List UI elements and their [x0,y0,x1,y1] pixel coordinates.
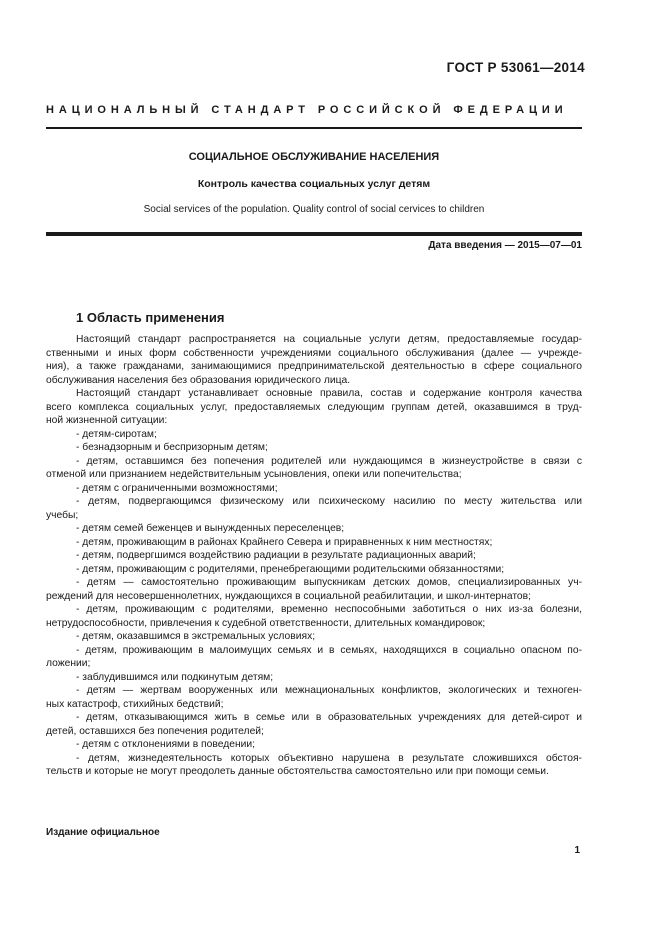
list-item-continuation: ных катастроф, стихийных бедствий; [46,698,224,710]
list-item: - детям, проживающим с родителями, временно неспособными заботиться о них из-за болезни, [76,604,582,615]
list-item: - детям-сиротам; [76,428,157,440]
official-edition-note: Издание официальное [46,827,160,838]
introduction-date: Дата введения — 2015—07—01 [428,240,582,251]
list-item-continuation: детей, оставшихся без попечения родителей; [46,725,264,737]
list-item: - детям, отказывающимся жить в семье или в образовательных учреждениях для детей-сирот и [76,712,582,723]
list-item-continuation: отменой или признанием недействительным усыновления, опеки или попечительства; [46,469,462,480]
title-divider [46,232,582,236]
list-item: - заблудившимся или подкинутым детям; [76,671,274,683]
text-line: Настоящий стандарт устанавливает основные правила, состав и содержание контроля качества [76,388,582,399]
list-item-continuation: ложении; [46,658,91,669]
english-title: Social services of the population. Quality control of social cervices to children [143,204,485,215]
list-item: - детям, проживающим в районах Крайнего Севера и приравненных к ним местностях; [76,536,493,548]
list-item: - детям, оставшимся без попечения родителей или нуждающимся в жизнеустройстве в связи с [76,455,582,467]
text-line: обслуживания населения без образования юридического лица. [46,374,351,386]
document-subtitle: Контроль качества социальных услуг детям [197,178,431,190]
list-item: - детям, подвергающимся физическому или психическому насилию по месту жительства или [76,496,582,507]
text-line: Настоящий стандарт распространяется на социальные услуги детям, предоставляемые государ- [76,334,582,345]
list-item: - детям с ограниченными возможностями; [76,482,278,494]
section-heading: 1 Область применения [76,310,225,325]
list-item-continuation: тельств и которые не могут преодолеть данные обстоятельства самостоятельно или при помощи семьи. [46,766,549,777]
list-item: - детям, оказавшимся в экстремальных условиях; [76,631,316,642]
list-item: - детям, проживающим с родителями, пренебрегающими родительскими обязанностями; [76,563,505,575]
text-line: ной жизненной ситуации: [46,415,168,426]
national-standard-heading: НАЦИОНАЛЬНЫЙ СТАНДАРТ РОССИЙСКОЙ ФЕДЕРАЦИИ [46,104,568,116]
list-item-continuation: нетрудоспособности, привлечения к судебной ответственности, длительных командировок; [46,617,486,629]
document-code: ГОСТ Р 53061—2014 [446,60,585,75]
list-item: - детям, подвергшимся воздействию радиации в результате радиационных аварий; [76,550,476,561]
list-item: - детям — самостоятельно проживающим выпускникам детских домов, специализированных уч- [76,577,582,588]
text-line: ния), а также гражданами, занимающимися предпринимательской деятельностью в сфере социального [46,361,582,372]
list-item: - детям, жизнедеятельность которых объективно нарушена в результате сложившихся обстоя- [76,752,582,764]
list-item: - безнадзорным и беспризорным детям; [76,442,268,453]
list-item: - детям, проживающим в малоимущих семьях и в семьях, находящихся в социально опасном по- [76,644,582,656]
page-number: 1 [574,845,580,856]
list-item: - детям с отклонениями в поведении; [76,739,256,750]
document-title: СОЦИАЛЬНОЕ ОБСЛУЖИВАНИЕ НАСЕЛЕНИЯ [188,151,440,163]
list-item-continuation: реждений для несовершеннолетних, нуждающихся в социальной реабилитации, и школ-интернатов; [46,590,531,602]
text-line: всего комплекса социальных услуг, предоставляемых следующим группам детей, оказавшимся в труд- [46,401,582,413]
top-divider [46,127,582,129]
text-line: ственными и иных форм собственности учреждениями социального обслуживания (далее — учрежде- [46,347,582,359]
list-item: - детям — жертвам вооруженных или межнациональных конфликтов, экологических и техноген- [76,685,582,696]
section-body [46,333,582,779]
list-item-continuation: учебы; [46,509,79,521]
list-item: - детям семей беженцев и вынужденных переселенцев; [76,523,345,534]
